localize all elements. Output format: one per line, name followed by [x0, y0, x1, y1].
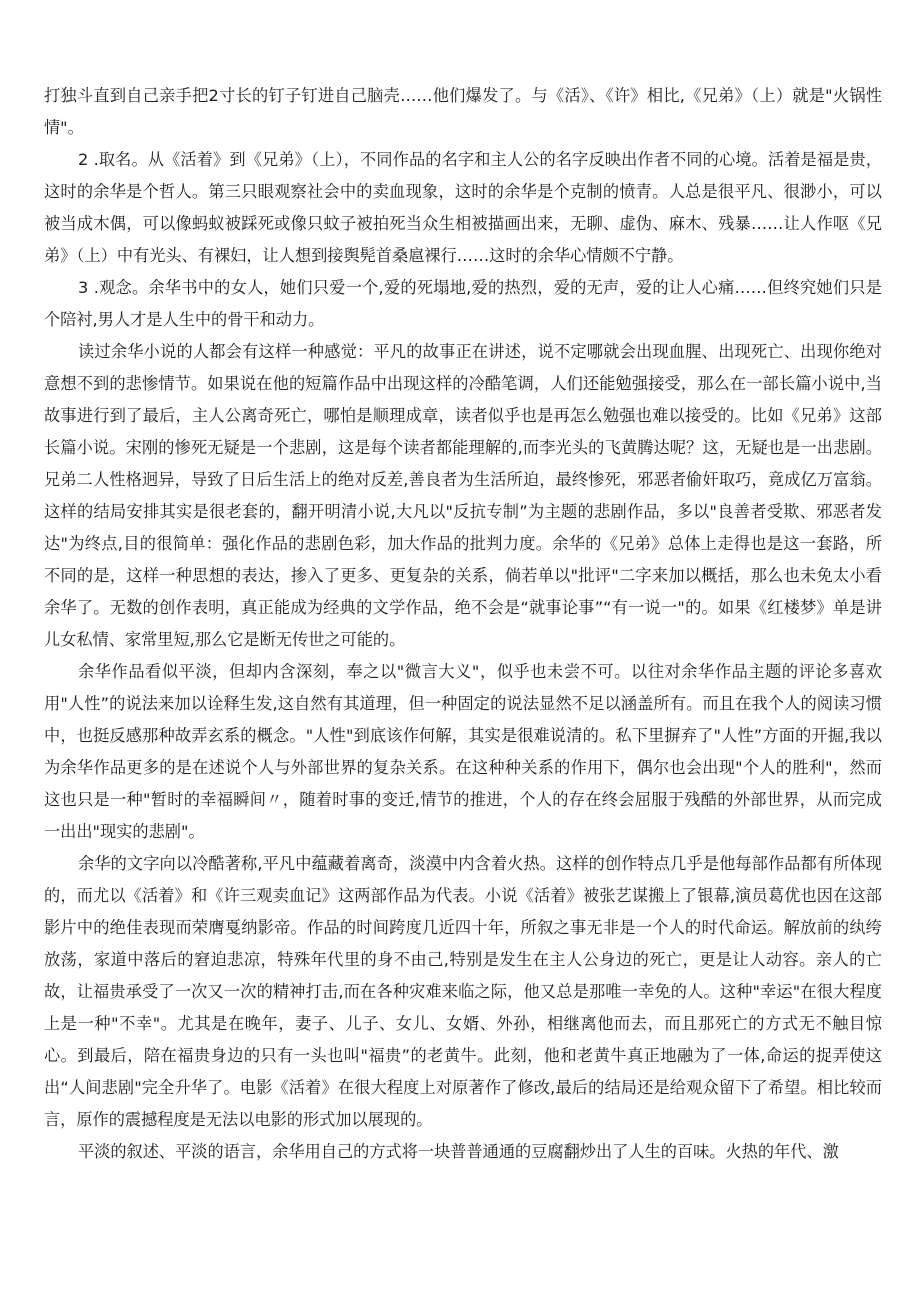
paragraph-point-2-naming: 2 .取名。从《活着》到《兄弟》（上），不同作品的名字和主人公的名字反映出作者不同的心境。活着是福是贵，这时的余华是个哲人。第三只眼观察社会中的卖血现象，这时的余华是个克制的愤青。人总是很平凡、很渺小，可以被当成木偶，可以像蚂蚁被踩死或像只蚊子被拍死当众生相被描画出来，无聊、虚伪、麻木、残暴……让人作呕《兄弟》（上）中有光头、有裸妇，让人想到接舆髡首桑扈裸行……这时的余华心情颇不宁静。 [44, 150, 882, 265]
paragraph-reader-feeling: 读过余华小说的人都会有这样一种感觉：平凡的故事正在讲述，说不定哪就会出现血腥、出现死亡、出现你绝对意想不到的悲惨情节。如果说在他的短篇作品中出现这样的冷酷笔调，人们还能勉强接受，那么在一部长篇小说中,当故事进行到了最后，主人公离奇死亡，哪怕是顺理成章，读者似乎也是再怎么勉强也难以接受的。比如《兄弟》这部长篇小说。宋刚的惨死无疑是一个悲剧，这是每个读者都能理解的,而李光头的飞黄腾达呢？这，无疑也是一出悲剧。兄弟二人性格迥异，导致了日后生活上的绝对反差,善良者为生活所迫，最终惨死，邪恶者偷奸取巧，竟成亿万富翁。这样的结局安排其实是很老套的，翻开明清小说,大凡以"反抗专制”为主题的悲剧作品，多以"良善者受欺、邪恶者发达"为终点,目的很简单：强化作品的悲剧色彩，加大作品的批判力度。余华的《兄弟》总体上走得也是这一套路，所不同的是，这样一种思想的表达，掺入了更多、更复杂的关系，倘若单以"批评"二字来加以概括，那么也未免太小看余华了。无数的创作表明，真正能成为经典的文学作品，绝不会是“就事论事”“有一说一"的。如果《红楼梦》单是讲儿女私情、家常里短,那么它是断无传世之可能的。 [44, 342, 882, 649]
paragraph-continuation: 打独斗直到自己亲手把2寸长的钉子钉进自己脑壳……他们爆发了。与《活》、《许》相比,《兄弟》（上）就是"火锅性情"。 [44, 86, 882, 137]
paragraph-cold-style: 余华的文字向以冷酷著称,平凡中蕴藏着离奇，淡漠中内含着火热。这样的创作特点几乎是他每部作品都有所体现的，而尤以《活着》和《许三观卖血记》这两部作品为代表。小说《活着》被张艺谋搬上了银幕,演员葛优也因在这部影片中的绝佳表现而荣膺戛纳影帝。作品的时间跨度几近四十年，所叙之事无非是一个人的时代命运。解放前的纨绔放荡，家道中落后的窘迫悲凉，特殊年代里的身不由己,特别是发生在主人公身边的死亡，更是让人动容。亲人的亡故，让福贵承受了一次又一次的精神打击,而在各种灾难来临之际，他又总是那唯一幸免的人。这种"幸运"在很大程度上是一种"不幸"。尤其是在晚年，妻子、儿子、女儿、女婿、外孙，相继离他而去，而且那死亡的方式无不触目惊心。到最后，陪在福贵身边的只有一头也叫"福贵”的老黄牛。此刻，他和老黄牛真正地融为了一体,命运的捉弄使这出“人间悲剧"完全升华了。电影《活着》在很大程度上对原著作了修改,最后的结局还是给观众留下了希望。相比较而言，原作的震撼程度是无法以电影的形式加以展现的。 [44, 854, 882, 1129]
paragraph-plain-narrative: 平淡的叙述、平淡的语言，余华用自己的方式将一块普普通通的豆腐翻炒出了人生的百味。火热的年代、激 [78, 1142, 839, 1161]
paragraph-point-3-concept: 3 .观念。余华书中的女人，她们只爱一个,爱的死塌地,爱的热烈，爱的无声，爱的让人心痛……但终究她们只是个陪衬,男人才是人生中的骨干和动力。 [44, 278, 882, 329]
paragraph-plain-but-deep: 余华作品看似平淡，但却内含深刻，奉之以"微言大义"，似乎也未尝不可。以往对余华作品主题的评论多喜欢用"人性”的说法来加以诠释生发,这自然有其道理，但一种固定的说法显然不足以涵盖所有。而且在我个人的阅读习惯中，也挺反感那种故弄玄系的概念。"人性"到底该作何解，其实是很难说清的。私下里摒弃了"人性”方面的开掘,我以为余华作品更多的是在述说个人与外部世界的复杂关系。在这种种关系的作用下，偶尔也会出现"个人的胜利"，然而这也只是一种"暂时的幸福瞬间〃，随着时事的变迁,情节的推进，个人的存在终会屈服于残酷的外部世界，从而完成一出出"现实的悲剧"。 [44, 662, 882, 841]
